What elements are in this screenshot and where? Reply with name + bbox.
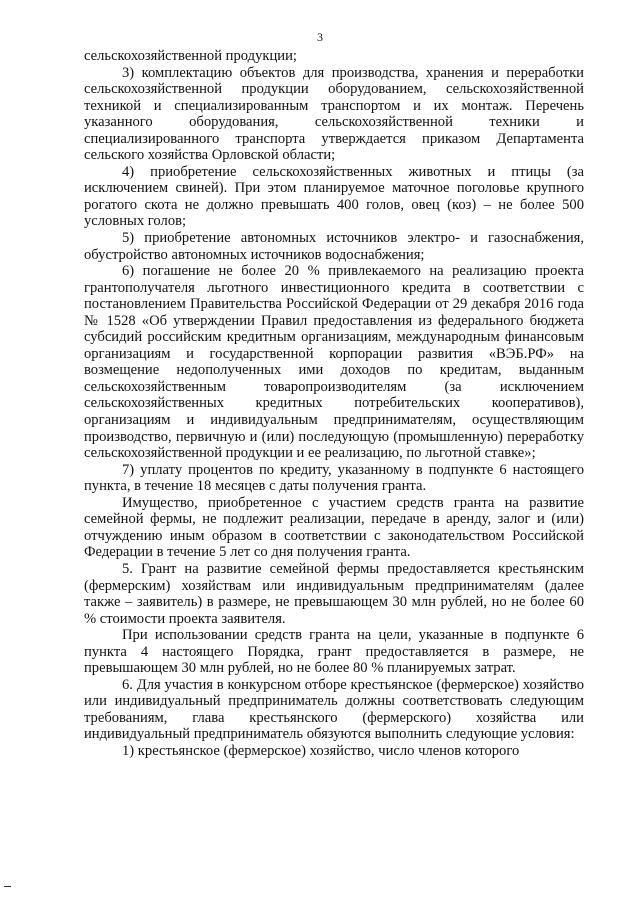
paragraph-grant-usage: При использовании средств гранта на цели, указанные в подпункте 6 пункта 4 настоящего Порядка, грант предоставляется в размере, не превышающем 30 млн рублей, но не более 80 % планируемых затрат. bbox=[84, 627, 584, 677]
paragraph-condition-1: 1) крестьянское (фермерское) хозяйство, число членов которого bbox=[122, 742, 520, 759]
paragraph-item-6: 6) погашение не более 20 % привлекаемого на реализацию проекта грантополучателя льготного инвестиционного кредита в соответствии с постановлением Правительства Российской Федерации от 29 декабря 2016 года № 1528 «Об утверждении Правил предоставления из федерального бюджета субсидий российским кредитным организациям, международным финансовым организациям и государственной корпорации развития «ВЭБ.РФ» на возмещение недополученных ими доходов по кредитам, выданным сельскохозяйственным товаропроизводителям (за исключением сельскохозяйственных кредитных потребительских кооперативов), организациям и индивидуальным предпринимателям, осуществляющим производство, первичную и (или) последующую (промышленную) переработку сельскохозяйственной продукции и ее реализацию, по льготной ставке»; bbox=[84, 263, 584, 462]
paragraph-item-4: 4) приобретение сельскохозяйственных животных и птицы (за исключением свиней). При этом планируемое маточное поголовье крупного рогатого скота не должно превышать 400 голов, овец (коз) – не более 500 условных голов; bbox=[84, 163, 584, 230]
margin-mark bbox=[4, 886, 11, 887]
paragraph-item-7: 7) уплату процентов по кредиту, указанному в подпункте 6 настоящего пункта, в течение 18 месяцев с даты получения гранта. bbox=[84, 461, 584, 495]
page-number: 3 bbox=[317, 30, 323, 44]
paragraph-property-restriction: Имущество, приобретенное с участием средств гранта на развитие семейной фермы, не подлежит реализации, передаче в аренду, залог и (или) отчуждению иным образом в соответствии с законодательством Российской Федерации в течение 5 лет со дня получения гранта. bbox=[84, 494, 584, 561]
paragraph-item-3: 3) комплектацию объектов для производства, хранения и переработки сельскохозяйственной продукции оборудованием, сельскохозяйственной техникой и специализированным транспортом и их монтаж. Перечень указанного оборудования, сельскохозяйственной техники и специализированного транспорта утверждается приказом Департамента сельского хозяйства Орловской области; bbox=[84, 64, 584, 164]
paragraph-continuation: сельскохозяйственной продукции; bbox=[84, 48, 297, 64]
document-body bbox=[84, 48, 584, 760]
paragraph-section-6: 6. Для участия в конкурсном отборе крестьянское (фермерское) хозяйство или индивидуальный предприниматель должны соответствовать следующим требованиям, глава крестьянского (фермерского) хозяйства или индивидуальный предприниматель обязуются выполнить следующие условия: bbox=[84, 676, 584, 743]
paragraph-item-5: 5) приобретение автономных источников электро- и газоснабжения, обустройство автономных источников водоснабжения; bbox=[84, 230, 584, 263]
paragraph-section-5: 5. Грант на развитие семейной фермы предоставляется крестьянским (фермерским) хозяйствам или индивидуальным предпринимателям (далее также – заявитель) в размере, не превышающем 30 млн рублей, но не более 60 % стоимости проекта заявителя. bbox=[84, 560, 584, 627]
